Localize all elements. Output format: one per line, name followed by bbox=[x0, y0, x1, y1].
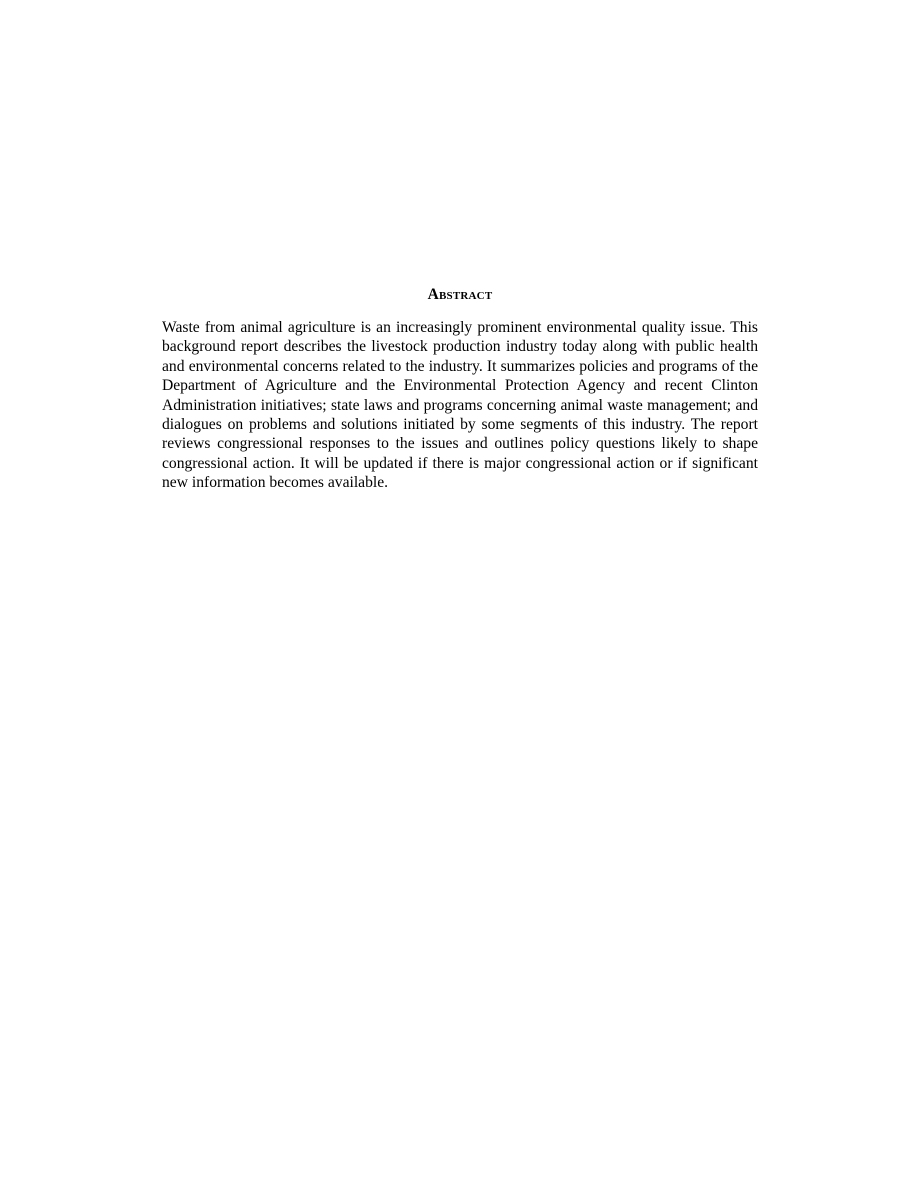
abstract-heading: Abstract bbox=[427, 286, 493, 303]
abstract-body: Waste from animal agriculture is an increasingly prominent environmental quality issue. This background report describes the livestock production industry today along with public health and environmental concerns related to the industry. It summarizes policies and programs of the Department of Agriculture and the Environmental Protection Agency and recent Clinton Administration initiatives; state laws and programs concerning animal waste management; and dialogues on problems and solutions initiated by some segments of this industry. The report reviews congressional responses to the issues and outlines policy questions likely to shape congressional action. It will be updated if there is major congressional action or if significant new information becomes available. bbox=[162, 319, 758, 492]
abstract-section bbox=[162, 286, 758, 493]
